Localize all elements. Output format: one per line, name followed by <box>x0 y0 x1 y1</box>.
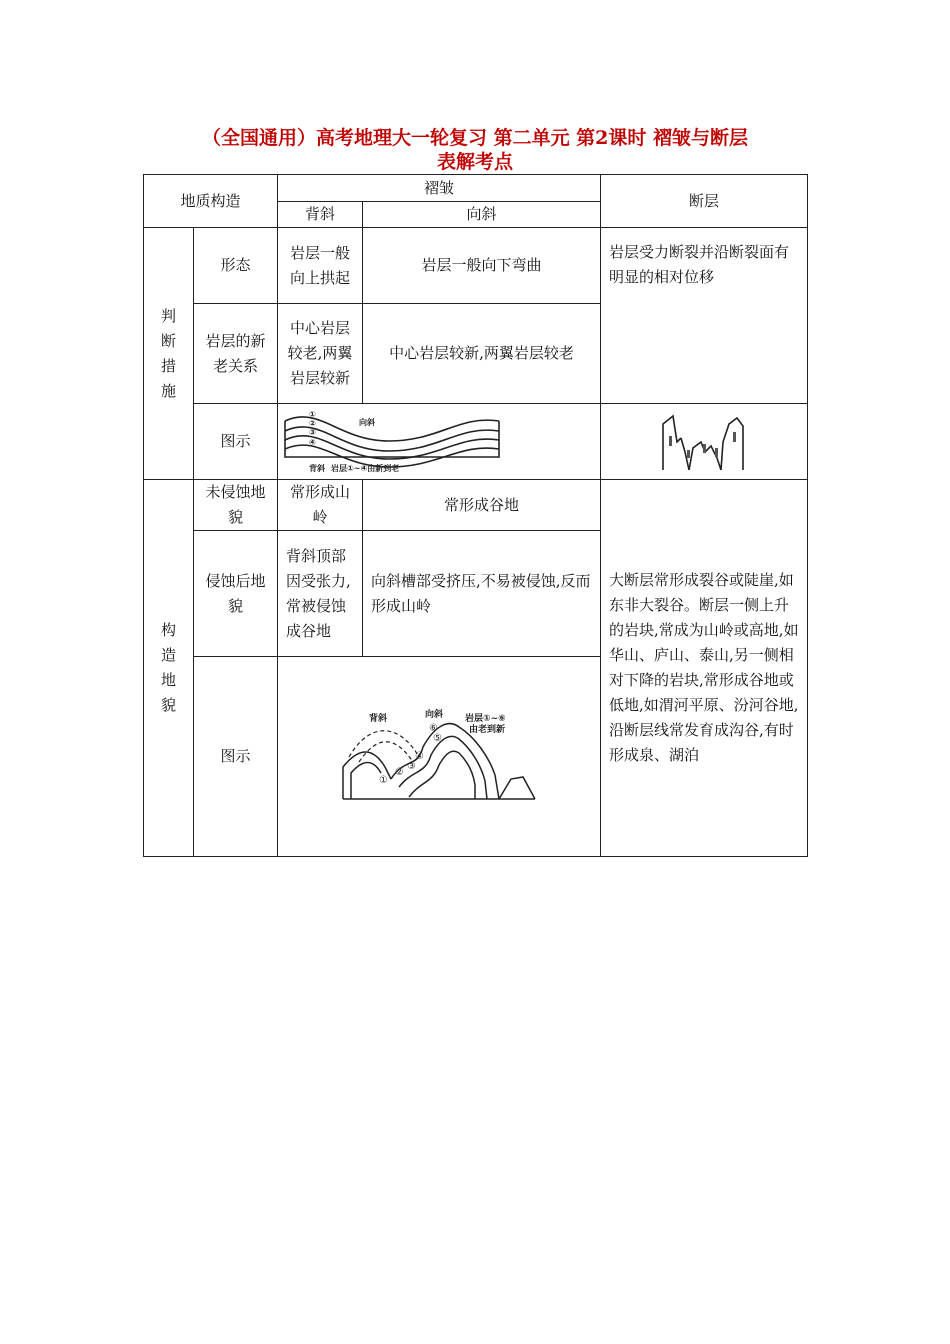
layer-mark-3: ③ <box>309 427 316 437</box>
diagram-label-judge: 图示 <box>194 404 278 480</box>
landform-note1: 岩层①~⑥ <box>465 713 506 724</box>
fault-diagram-cell <box>601 404 808 480</box>
form-anticline: 岩层一般向上拱起 <box>278 228 363 304</box>
strata-mark-6: ⑥ <box>429 722 438 734</box>
age-anticline: 中心岩层较老,两翼岩层较新 <box>278 304 363 404</box>
document-title-line1: （全国通用）高考地理大一轮复习 第二单元 第2课时 褶皱与断层 <box>201 127 749 149</box>
fold-diagram <box>279 407 599 477</box>
landform-syncline-label: 向斜 <box>425 709 444 720</box>
strata-mark-2: ② <box>395 766 404 778</box>
fold-layer-marks <box>309 410 316 447</box>
eroded-anticline: 背斜顶部因受张力,常被侵蚀成谷地 <box>278 531 363 657</box>
form-label: 形态 <box>194 228 278 304</box>
landform-fault: 大断层常形成裂谷或陡崖,如东非大裂谷。断层一侧上升的岩块,常成为山岭或高地,如华山、庐山、泰山,另一侧相对下降的岩块,常形成谷地或低地,如渭河平原、汾河谷地,沿断层线常发育成沟谷,有时形成泉、湖泊 <box>601 480 808 857</box>
form-fault: 岩层受力断裂并沿断裂面有明显的相对位移 <box>601 228 808 404</box>
layer-mark-2: ② <box>309 418 316 428</box>
header-syncline: 向斜 <box>363 202 601 228</box>
header-fold: 褶皱 <box>278 175 601 202</box>
layer-mark-4: ④ <box>309 437 316 447</box>
fault-diagram <box>659 412 749 472</box>
strata-mark-1: ① <box>379 774 388 786</box>
uneroded-label: 未侵蚀地貌 <box>194 480 278 531</box>
age-label: 岩层的新老关系 <box>194 304 278 404</box>
uneroded-anticline: 常形成山岭 <box>278 480 363 531</box>
fold-layer-note: 岩层①~④由新到老 <box>331 463 400 473</box>
landform-label: 构造地貌 <box>161 621 177 714</box>
landform-diagram-cell <box>278 657 601 857</box>
judge-label: 判断措施 <box>161 306 177 400</box>
strata-mark-3: ③ <box>407 760 416 772</box>
header-anticline: 背斜 <box>278 202 363 228</box>
geology-table <box>143 174 808 857</box>
age-syncline: 中心岩层较新,两翼岩层较老 <box>363 304 601 404</box>
strata-mark-5: ⑤ <box>433 732 442 744</box>
eroded-label: 侵蚀后地貌 <box>194 531 278 657</box>
uneroded-syncline: 常形成谷地 <box>363 480 601 531</box>
landform-anticline-label: 背斜 <box>369 713 388 724</box>
landform-diagram <box>339 707 539 807</box>
fold-diagram-cell <box>278 404 601 480</box>
fold-anticline-label: 背斜 <box>309 463 326 473</box>
layer-mark-1: ① <box>309 409 316 419</box>
fold-syncline-label: 向斜 <box>359 417 376 427</box>
strata-mark-4: ④ <box>415 750 424 762</box>
header-structure: 地质构造 <box>144 175 278 228</box>
form-syncline: 岩层一般向下弯曲 <box>363 228 601 304</box>
landform-note2: 由老到新 <box>469 724 506 735</box>
eroded-syncline: 向斜槽部受挤压,不易被侵蚀,反而形成山岭 <box>363 531 601 657</box>
header-fault: 断层 <box>601 175 808 228</box>
diagram-label-landform: 图示 <box>194 657 278 857</box>
fold-layers <box>285 416 499 466</box>
row-group-judge <box>144 228 194 480</box>
document-title-line2: 表解考点 <box>436 151 513 173</box>
row-group-landform <box>144 480 194 857</box>
